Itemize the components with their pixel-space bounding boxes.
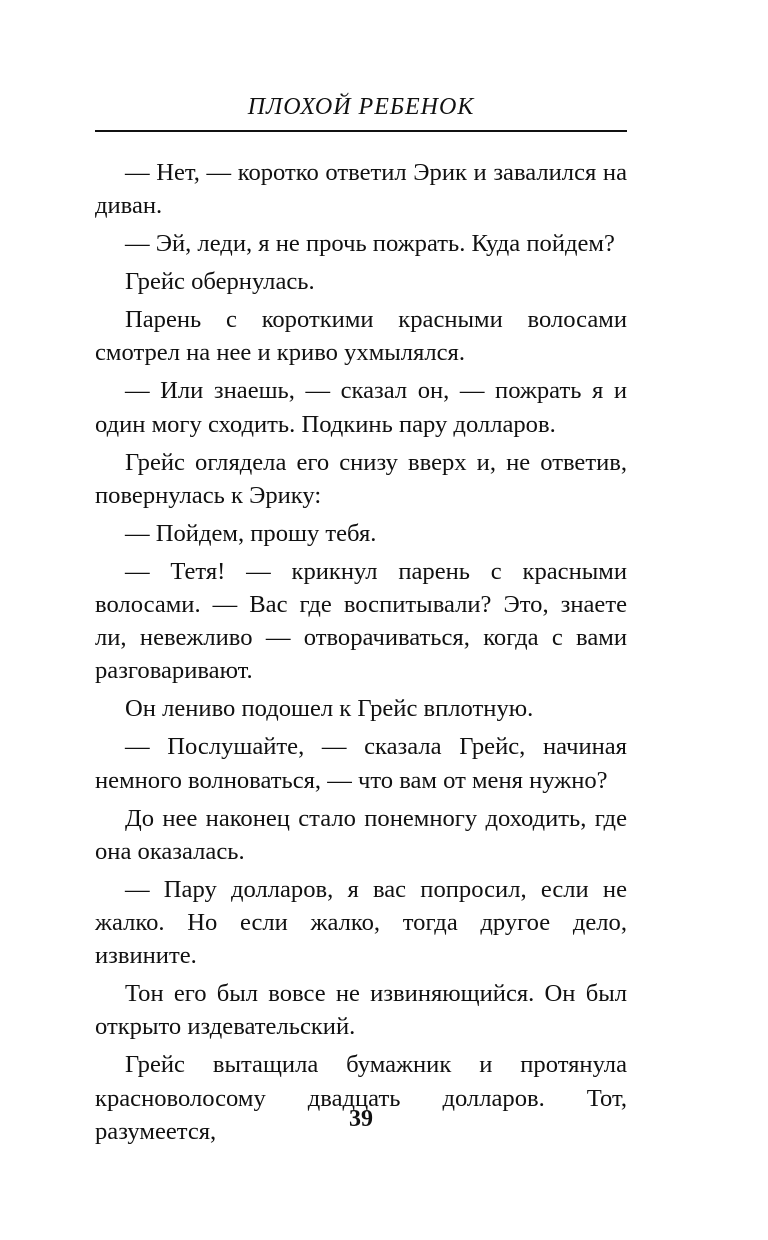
paragraph: — Пойдем, прошу тебя. xyxy=(125,519,377,547)
paragraph: — Тетя! — крикнул парень с красными волосами. — Вас где воспитывали? Это, знаете ли, невежливо — отворачиваться, когда с вами разговаривают. xyxy=(95,557,627,685)
paragraph: Парень с короткими красными волосами смотрел на нее и криво ухмылялся. xyxy=(95,306,627,367)
running-header: ПЛОХОЙ РЕБЕНОК xyxy=(247,94,475,120)
paragraph: — Послушайте, — сказала Грейс, начиная немного волноваться, — что вам от меня нужно? xyxy=(95,733,627,794)
paragraph: Тон его был вовсе не извиняющийся. Он был открыто издевательский. xyxy=(95,980,627,1041)
paragraph: Грейс оглядела его снизу вверх и, не ответив, повернулась к Эрику: xyxy=(95,448,627,509)
paragraph: — Пару долларов, я вас попросил, если не жалко. Но если жалко, тогда другое дело, извините. xyxy=(95,875,627,970)
paragraph: Грейс вытащила бумажник и протянула красноволосому двадцать долларов. Тот, разумеется, xyxy=(95,1051,627,1145)
paragraph: — Нет, — коротко ответил Эрик и завалился на диван. xyxy=(95,159,627,220)
page-number: 39 xyxy=(349,1106,373,1132)
paragraph: Грейс обернулась. xyxy=(125,268,315,296)
paragraph: — Или знаешь, — сказал он, — пожрать я и один могу сходить. Подкинь пару долларов. xyxy=(95,377,627,438)
paragraph: — Эй, леди, я не прочь пожрать. Куда пойдем? xyxy=(125,230,615,258)
paragraph: Он лениво подошел к Грейс вплотную. xyxy=(125,695,534,723)
body-text xyxy=(95,156,627,1153)
header-rule xyxy=(95,130,627,132)
paragraph: До нее наконец стало понемногу доходить, где она оказалась. xyxy=(95,804,627,865)
